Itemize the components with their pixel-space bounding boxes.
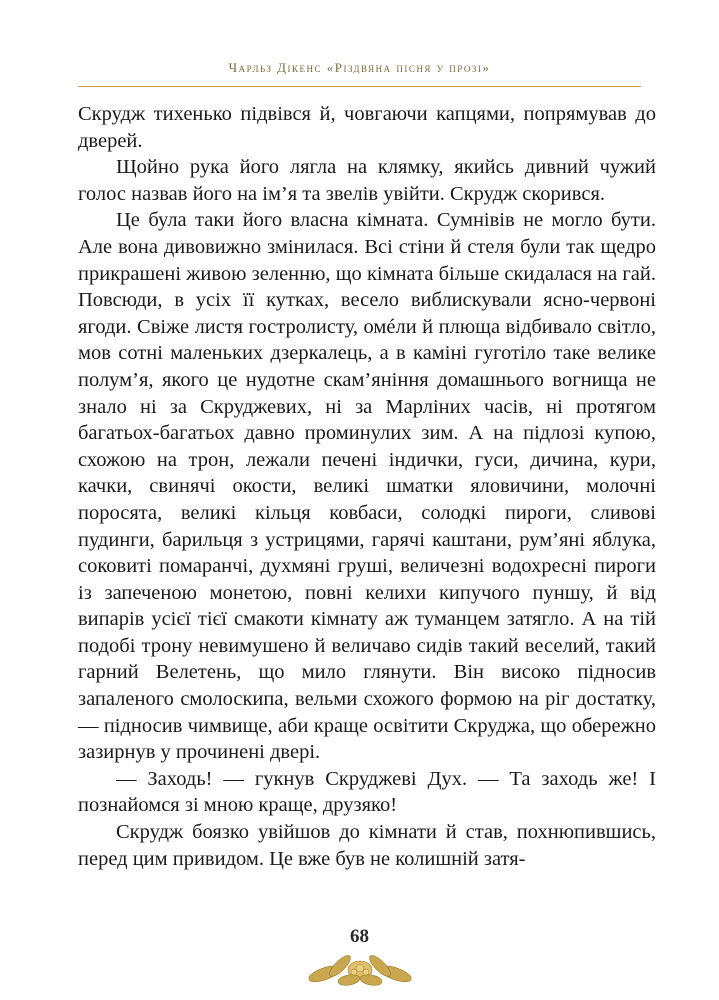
holly-wreath-ornament-icon bbox=[304, 940, 416, 990]
paragraph: Щойно рука його лягла на клямку, якийсь дивний чужий голос назвав його на ім’я та звелів увійти. Скрудж скорився. bbox=[78, 156, 656, 205]
running-header: Чарльз Дікенс «Різдвяна пісня у прозі» bbox=[228, 60, 491, 75]
paragraph: Скрудж боязко увійшов до кімнати й став, похнюпившись, перед цим привидом. Це вже був не колишній затя- bbox=[78, 821, 656, 870]
header-rule bbox=[78, 86, 641, 87]
page-body bbox=[78, 101, 656, 872]
page-number: 68 bbox=[350, 926, 369, 947]
paragraph: Це була таки його власна кімната. Сумнівів не могло бути. Але вона дивовижно змінилася. Всі стіни й стеля були так щедро прикрашені живою зеленню, що кімната більше скидалася на гай. Повсюди, в усіх її кутках, весело виблискували ясно-червоні ягоди. Свіже листя гостролисту, омéли й плюща відбивало світло, мов сотні маленьких дзеркалець, а в каміні гуготіло таке велике полум’я, якого це нудотне скам’яніння домашнього вогнища не знало ні за Скруджевих, ні за Марліних часів, ні протягом багатьох-багатьох давно проминулих зим. А на підлозі купою, схожою на трон, лежали печені індички, гуси, дичина, кури, качки, свинячі окости, великі шматки яловичини, молочні поросята, великі кільця ковбаси, солодкі пироги, сливові пудинги, барильця з устрицями, гарячі каштани, рум’яні яблука, соковиті помаранчі, духмяні груші, величезні водохресні пироги із запеченою монетою, повні келихи кипучого пуншу, й від випарів усієї тієї смакоти кімнату аж туманцем затягло. А на тій подобі трону невимушено й величаво сидів такий веселий, такий гарний Велетень, що мило глянути. Він високо підносив запаленого смолоскипа, вельми схожого формою на ріг достатку, — підносив чимвище, аби краще освітити Скруджа, що обережно зазирнув у прочинені двері. bbox=[78, 209, 656, 764]
paragraph: Скрудж тихенько підвівся й, човгаючи капцями, попрямував до дверей. bbox=[78, 103, 656, 152]
paragraph: — Заходь! — гукнув Скруджеві Дух. — Та заходь же! І познайомся зі мною краще, друзяко! bbox=[78, 767, 656, 817]
